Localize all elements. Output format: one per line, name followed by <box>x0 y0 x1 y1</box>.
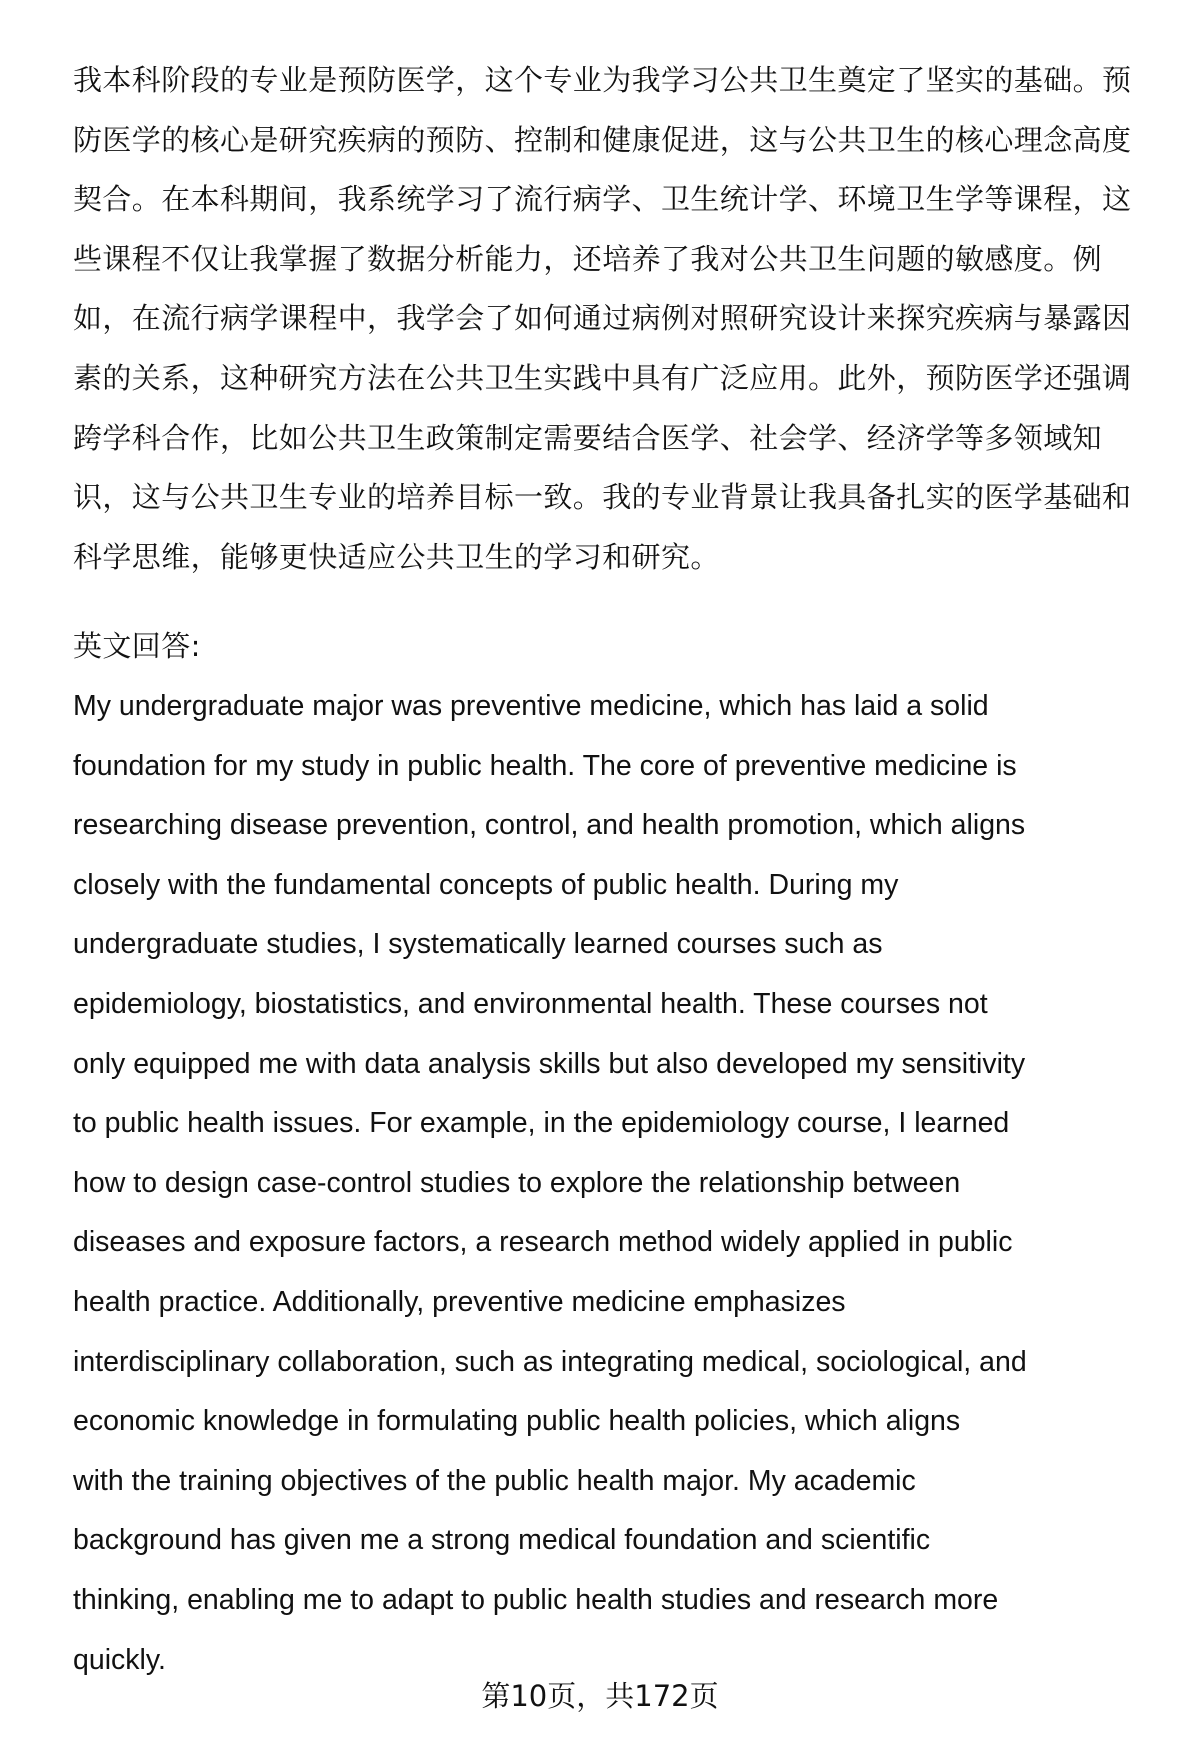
text-line: to public health issues. For example, in the epidemiology course, I learned <box>73 1107 1010 1140</box>
text-line: undergraduate studies, I systematically learned courses such as <box>73 928 883 961</box>
text-line: with the training objectives of the public health major. My academic <box>73 1464 916 1497</box>
text-line: health practice. Additionally, preventive medicine emphasizes <box>73 1286 846 1318</box>
text-line: 些课程不仅让我掌握了数据分析能力，还培养了我对公共卫生问题的敏感度。例 <box>73 241 1103 276</box>
text-line: thinking, enabling me to adapt to public health studies and research more <box>73 1584 999 1616</box>
text-line: interdisciplinary collaboration, such as integrating medical, sociological, and <box>73 1345 1027 1378</box>
text-line: 科学思维，能够更快适应公共卫生的学习和研究。 <box>73 539 720 574</box>
text-line: quickly. <box>73 1643 166 1676</box>
page-number: 第10页，共172页 <box>481 1679 719 1713</box>
text-line: closely with the fundamental concepts of public health. During my <box>73 868 899 901</box>
text-line: how to design case-control studies to explore the relationship between <box>73 1166 961 1199</box>
text-line: epidemiology, biostatistics, and environmental health. These courses not <box>73 988 988 1020</box>
text-line: foundation for my study in public health. The core of preventive medicine is <box>73 749 1017 782</box>
text-line: 如，在流行病学课程中，我学会了如何通过病例对照研究设计来探究疾病与暴露因 <box>73 301 1132 336</box>
text-line: 素的关系，这种研究方法在公共卫生实践中具有广泛应用。此外，预防医学还强调 <box>73 361 1132 395</box>
text-line: only equipped me with data analysis skills but also developed my sensitivity <box>73 1047 1026 1080</box>
text-line: background has given me a strong medical foundation and scientific <box>73 1524 931 1557</box>
text-line: 防医学的核心是研究疾病的预防、控制和健康促进，这与公共卫生的核心理念高度 <box>73 122 1132 157</box>
text-line: My undergraduate major was preventive medicine, which has laid a solid <box>73 690 989 722</box>
text-line: economic knowledge in formulating public health policies, which aligns <box>73 1405 961 1438</box>
text-line: researching disease prevention, control, and health promotion, which aligns <box>73 809 1026 842</box>
text-line: 识，这与公共卫生专业的培养目标一致。我的专业背景让我具备扎实的医学基础和 <box>73 480 1132 515</box>
english-answer-heading: 英文回答: <box>73 629 201 663</box>
text-line: 我本科阶段的专业是预防医学，这个专业为我学习公共卫生奠定了坚实的基础。预 <box>73 63 1132 97</box>
text-line: diseases and exposure factors, a research method widely applied in public <box>73 1226 1013 1259</box>
text-line: 跨学科合作，比如公共卫生政策制定需要结合医学、社会学、经济学等多领域知 <box>73 420 1103 455</box>
text-line: 契合。在本科期间，我系统学习了流行病学、卫生统计学、环境卫生学等课程，这 <box>73 182 1132 217</box>
